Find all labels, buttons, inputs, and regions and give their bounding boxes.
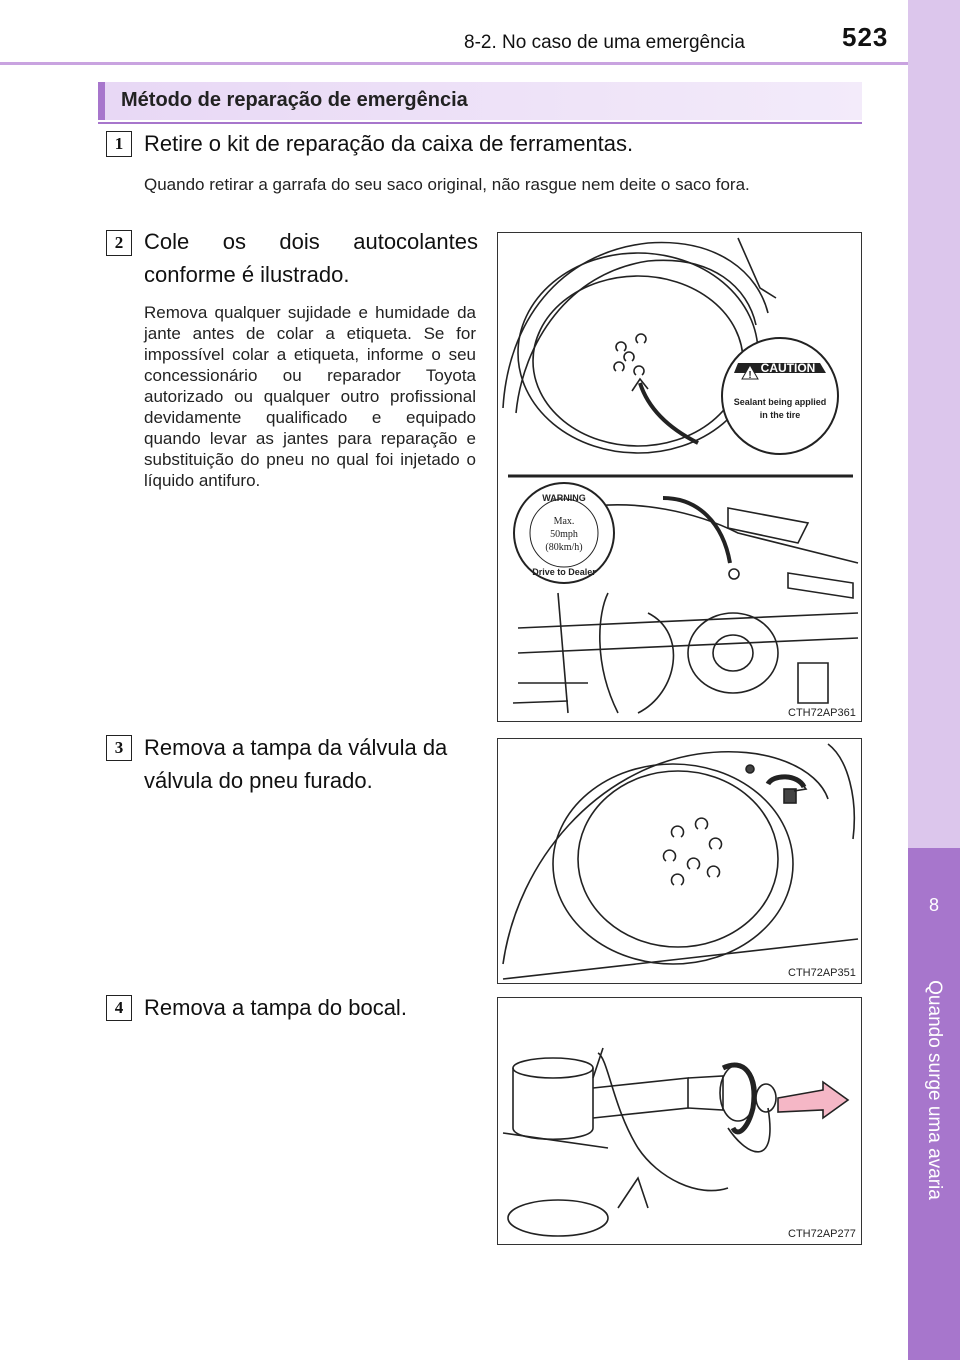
chapter-number: 8 [928, 895, 939, 915]
warning-bottom-text: Drive to Dealer [532, 567, 596, 577]
warning-top-text: WARNING [542, 493, 586, 503]
page-number: 523 [842, 22, 889, 52]
figure-stickers-drawing [498, 233, 862, 722]
figure-code: CTH72AP277 [788, 1228, 856, 1240]
figure-nozzle-cap [497, 997, 862, 1245]
step-2-title: Cole os dois autocolantes conforme é ilustrado. [144, 229, 478, 287]
figure-stickers [497, 232, 862, 722]
section-title: 8-2. No caso de uma emergência [464, 32, 745, 53]
step-1-title: Retire o kit de reparação da caixa de ferramentas. [144, 131, 634, 156]
figure-code: CTH72AP361 [788, 707, 856, 719]
figure-code: CTH72AP351 [788, 967, 856, 979]
figure-valve-cap [497, 738, 862, 984]
caution-sticker [722, 338, 838, 454]
step-3-title: Remova a tampa da válvula da válvula do pneu furado. [144, 735, 448, 793]
step-number-3: 3 [106, 735, 132, 761]
chapter-label: Quando surge uma avaria [924, 980, 945, 1200]
figure-valve-drawing [498, 739, 862, 984]
step-number-2: 2 [106, 230, 132, 256]
caution-line-1: Sealant being applied [733, 397, 827, 407]
caution-line-2: in the tire [759, 410, 801, 420]
step-4-title: Remova a tampa do bocal. [144, 995, 407, 1020]
section-banner [98, 82, 862, 120]
step-number-4: 4 [106, 995, 132, 1021]
svg-text:!: ! [748, 370, 752, 381]
banner-rule [98, 122, 862, 124]
figure-nozzle-drawing [498, 998, 862, 1245]
banner-title: Método de reparação de emergência [121, 89, 468, 111]
caution-label: CAUTION [760, 361, 816, 375]
step-1-body: Quando retirar a garrafa do seu saco original, não rasgue nem deite o saco fora. [144, 175, 750, 194]
step-2-body: Remova qualquer sujidade e humidade da jante antes de colar a etiqueta. Se for impossível colar a etiqueta, informe o seu concessionário ou reparador Toyota autorizado ou qualquer outro profissional devidamente qualificado e equipado quando levar as jantes para reparação e substituição do pneu no qual foi injetado o líquido antifuro. [144, 303, 476, 490]
warning-max: Max. [553, 516, 575, 527]
warning-kmh: (80km/h) [545, 542, 583, 553]
warning-speed: 50mph [550, 529, 578, 540]
header-rule [0, 62, 908, 65]
step-number-1: 1 [106, 131, 132, 157]
